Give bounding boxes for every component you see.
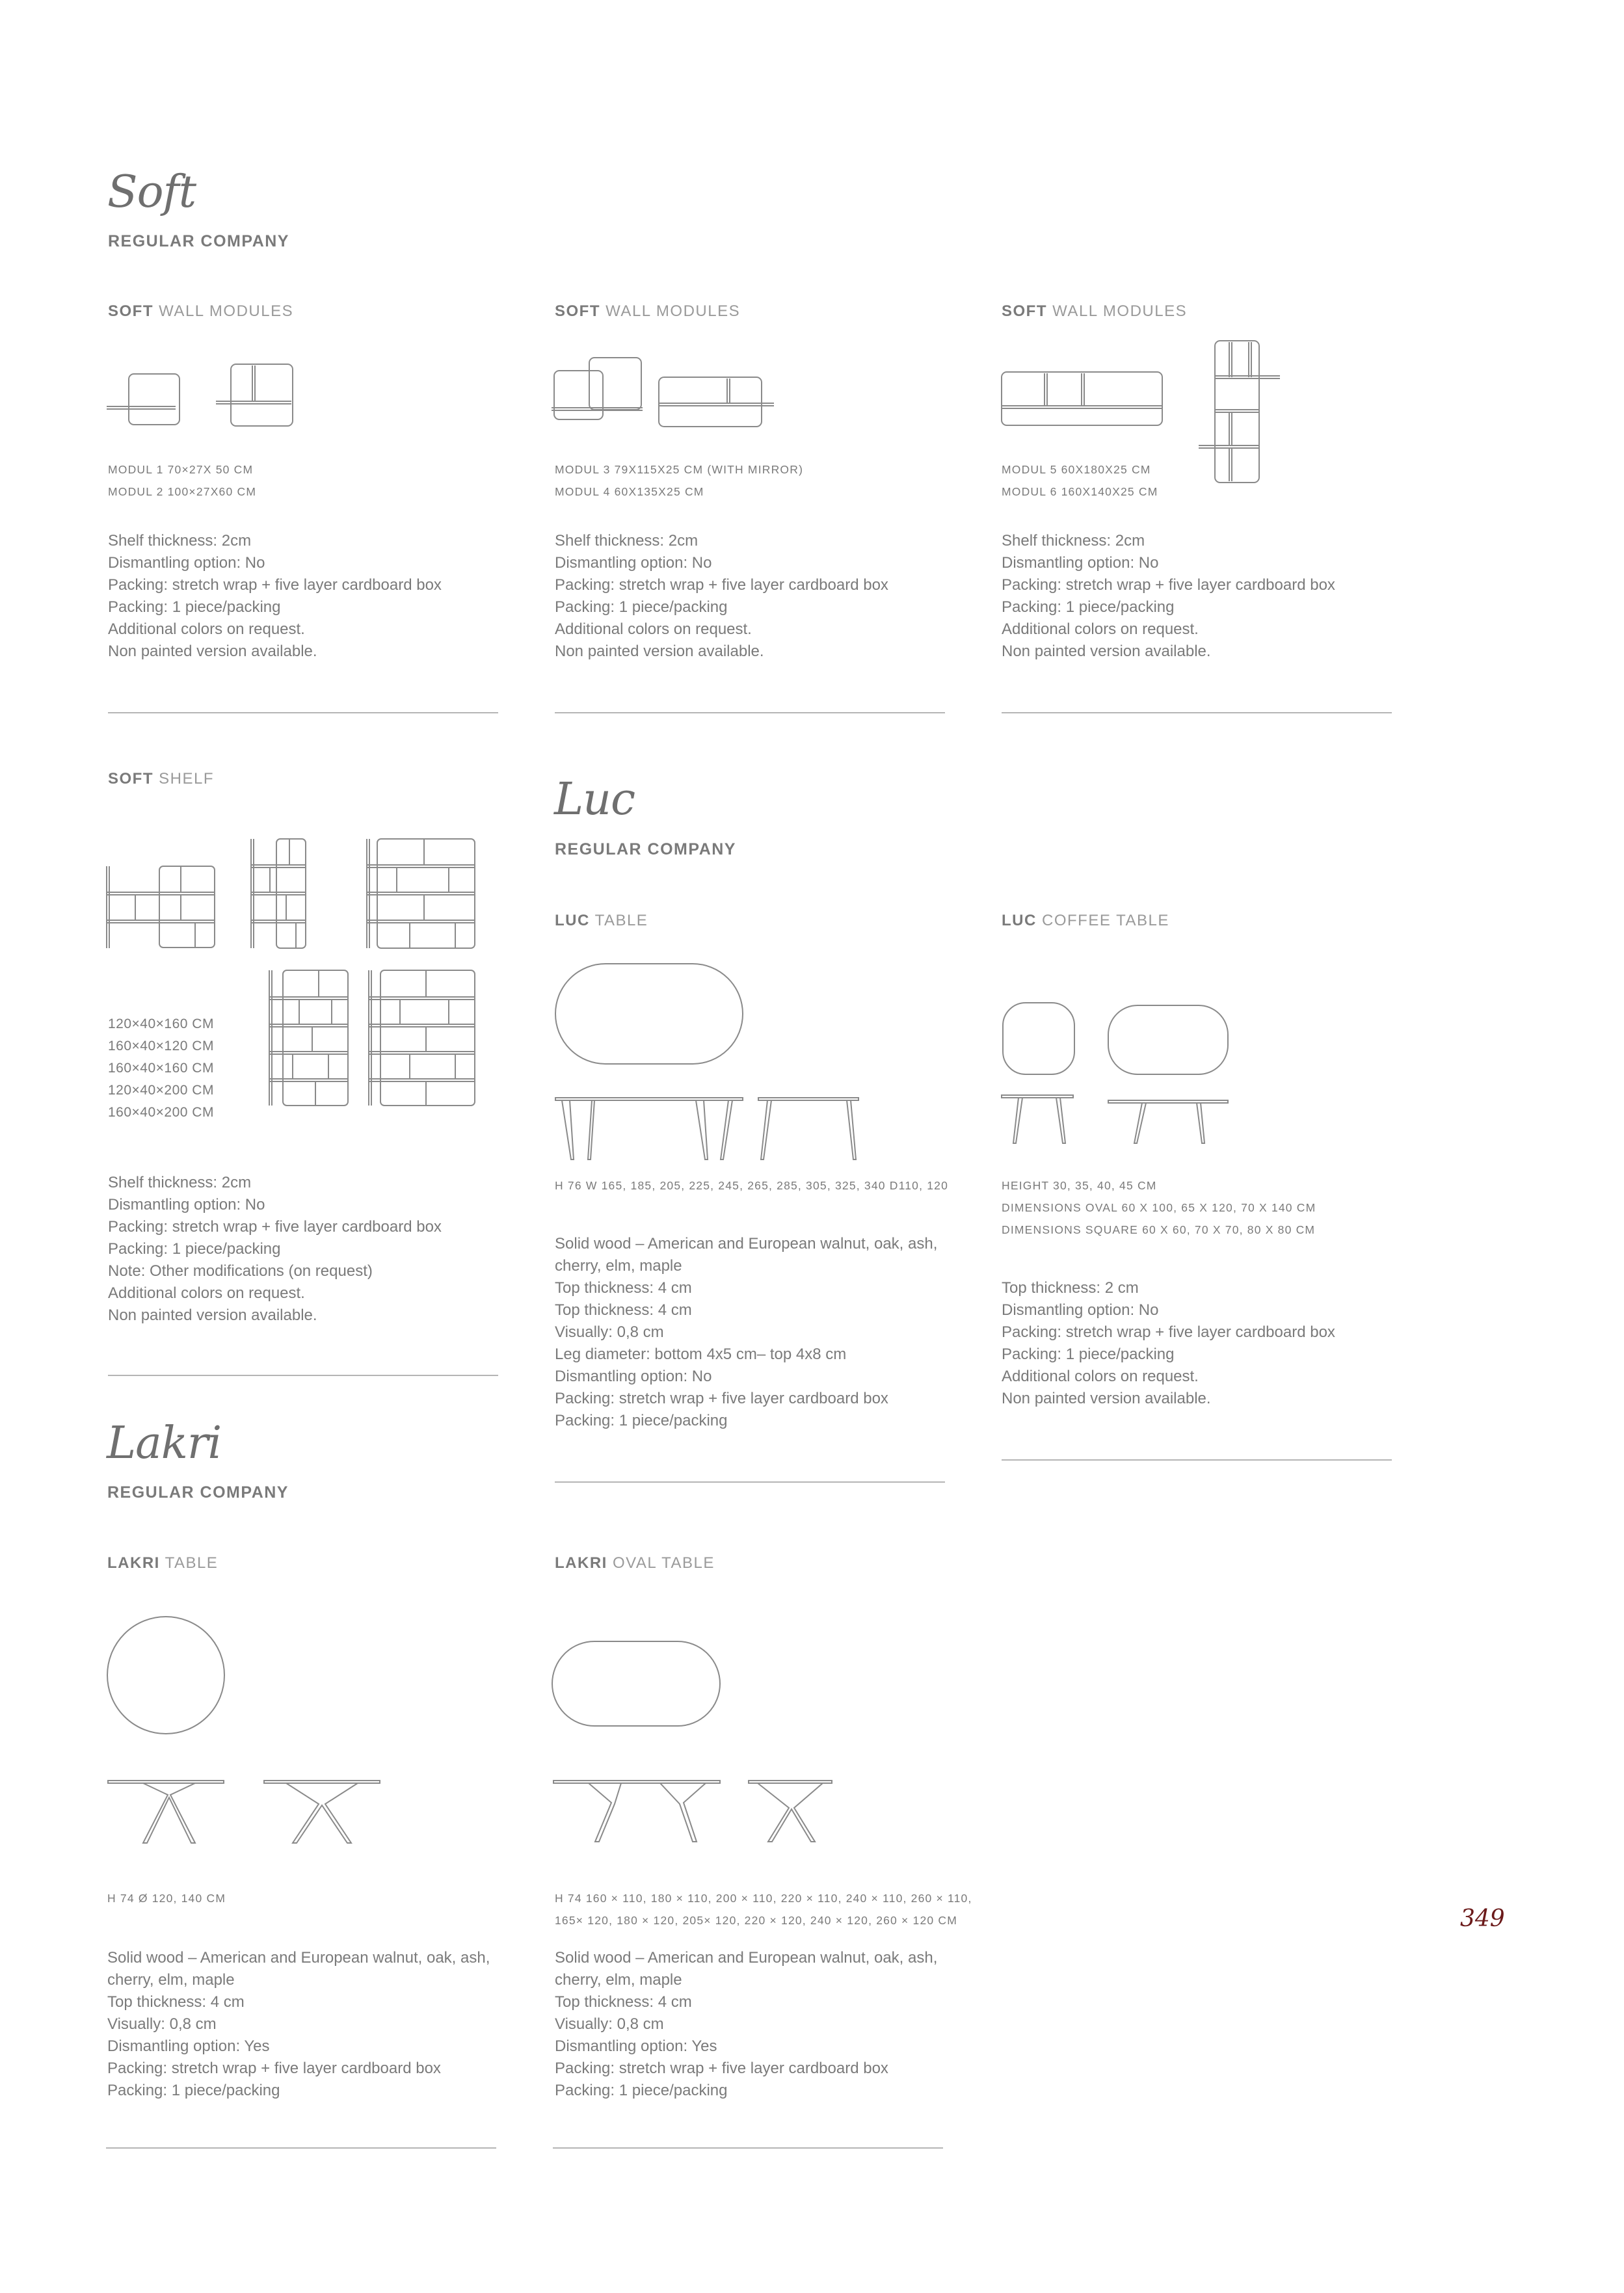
desc-line: Packing: stretch wrap + five layer cardboard box bbox=[108, 576, 442, 594]
desc-line: Leg diameter: bottom 4x5 cm– top 4x8 cm bbox=[555, 1345, 847, 1363]
desc-line: Additional colors on request. bbox=[1002, 1368, 1199, 1385]
product-title-rest: WALL MODULES bbox=[606, 302, 741, 320]
size-line: 160×40×160 CM bbox=[108, 1061, 214, 1076]
lakri-oval-table-drawing bbox=[550, 1639, 842, 1847]
section-divider bbox=[106, 2147, 496, 2149]
specs-soft-wall-a bbox=[108, 458, 256, 503]
desc-line: Additional colors on request. bbox=[108, 1284, 305, 1302]
desc-line: Packing: stretch wrap + five layer cardboard box bbox=[1002, 1323, 1335, 1341]
size-line: 160×40×200 CM bbox=[108, 1105, 214, 1120]
luc-table-drawing bbox=[553, 961, 865, 1163]
product-title-bold: SOFT bbox=[555, 302, 600, 320]
desc-line: Top thickness: 4 cm bbox=[555, 1301, 692, 1319]
product-title-rest: COFFEE TABLE bbox=[1042, 912, 1169, 929]
spec-line: MODUL 6 160X140X25 CM bbox=[1002, 485, 1158, 498]
page-number: 349 bbox=[1460, 1905, 1505, 1932]
desc-line: Shelf thickness: 2cm bbox=[555, 532, 699, 550]
product-title-luc-table bbox=[555, 912, 648, 930]
description-luc-table bbox=[555, 1233, 937, 1432]
spec-line: DIMENSIONS SQUARE 60 X 60, 70 X 70, 80 X 80 CM bbox=[1002, 1223, 1316, 1236]
product-title-bold: SOFT bbox=[1002, 302, 1047, 320]
product-title-bold: LUC bbox=[555, 912, 590, 929]
desc-line: Additional colors on request. bbox=[1002, 620, 1199, 638]
product-title-soft-wall-c bbox=[1002, 302, 1187, 321]
product-title-rest: WALL MODULES bbox=[159, 302, 294, 320]
section-divider bbox=[553, 2147, 943, 2149]
desc-line: Non painted version available. bbox=[1002, 643, 1211, 660]
spec-line: H 74 160 × 110, 180 × 110, 200 × 110, 220 × 110, 240 × 110, 260 × 110, bbox=[555, 1892, 972, 1905]
product-title-bold: LAKRI bbox=[107, 1554, 160, 1572]
desc-line: Packing: 1 piece/packing bbox=[1002, 1345, 1175, 1363]
product-title-bold: LUC bbox=[1002, 912, 1037, 929]
desc-line: Packing: stretch wrap + five layer cardboard box bbox=[1002, 576, 1335, 594]
product-title-rest: SHELF bbox=[159, 770, 215, 788]
desc-line: Dismantling option: No bbox=[108, 1196, 265, 1213]
desc-line: Solid wood – American and European walnut, oak, ash, bbox=[555, 1949, 938, 1967]
size-line: 160×40×120 CM bbox=[108, 1039, 214, 1054]
desc-line: Top thickness: 4 cm bbox=[555, 1993, 692, 2011]
spec-line: H 74 Ø 120, 140 CM bbox=[107, 1892, 226, 1905]
desc-line: Packing: stretch wrap + five layer cardboard box bbox=[555, 1390, 888, 1407]
product-title-lakri-oval-table bbox=[555, 1554, 715, 1572]
product-title-bold: SOFT bbox=[108, 770, 153, 788]
desc-line: Dismantling option: No bbox=[1002, 1301, 1159, 1319]
description-soft-wall-a bbox=[108, 530, 442, 663]
spec-line: MODUL 1 70×27X 50 CM bbox=[108, 463, 254, 476]
spec-line: MODUL 5 60X180X25 CM bbox=[1002, 463, 1151, 476]
desc-line: Packing: 1 piece/packing bbox=[108, 1240, 281, 1258]
desc-line: Shelf thickness: 2cm bbox=[108, 532, 252, 550]
desc-line: Packing: 1 piece/packing bbox=[555, 2082, 728, 2099]
product-title-rest: WALL MODULES bbox=[1052, 302, 1188, 320]
desc-line: Non painted version available. bbox=[108, 1306, 317, 1324]
product-title-bold: SOFT bbox=[108, 302, 153, 320]
desc-line: Visually: 0,8 cm bbox=[555, 1323, 664, 1341]
section-divider bbox=[108, 712, 498, 713]
lakri-table-drawing bbox=[104, 1615, 384, 1849]
desc-line: Note: Other modifications (on request) bbox=[108, 1262, 373, 1280]
soft-wall-module-3-4-drawing bbox=[553, 354, 777, 429]
desc-line: Visually: 0,8 cm bbox=[555, 2015, 664, 2033]
product-title-soft-shelf bbox=[108, 770, 214, 788]
desc-line: Non painted version available. bbox=[108, 643, 317, 660]
desc-line: Dismantling option: No bbox=[555, 1368, 712, 1385]
description-soft-wall-b bbox=[555, 530, 888, 663]
sizes-soft-shelf bbox=[108, 1013, 214, 1124]
desc-line: Solid wood – American and European walnut, oak, ash, bbox=[107, 1949, 490, 1967]
section-divider bbox=[108, 1375, 498, 1376]
spec-line: 165× 120, 180 × 120, 205× 120, 220 × 120, 240 × 120, 260 × 120 CM bbox=[555, 1914, 958, 1927]
desc-line: Packing: 1 piece/packing bbox=[555, 598, 728, 616]
description-lakri-oval-table bbox=[555, 1947, 937, 2102]
desc-line: Top thickness: 4 cm bbox=[107, 1993, 245, 2011]
luc-coffee-table-drawing bbox=[1000, 1000, 1234, 1146]
product-title-rest: TABLE bbox=[165, 1554, 219, 1572]
desc-line: Visually: 0,8 cm bbox=[107, 2015, 217, 2033]
specs-soft-wall-b bbox=[555, 458, 803, 503]
brand-title-lakri: Lakri bbox=[107, 1418, 222, 1469]
spec-line: MODUL 4 60X135X25 CM bbox=[555, 485, 704, 498]
product-title-rest: TABLE bbox=[594, 912, 648, 929]
description-luc-coffee-table bbox=[1002, 1277, 1335, 1410]
desc-line: Packing: stretch wrap + five layer cardboard box bbox=[555, 576, 888, 594]
desc-line: Dismantling option: No bbox=[108, 554, 265, 572]
desc-line: Shelf thickness: 2cm bbox=[1002, 532, 1145, 550]
desc-line: Packing: 1 piece/packing bbox=[107, 2082, 280, 2099]
product-title-soft-wall-b bbox=[555, 302, 740, 321]
description-lakri-table bbox=[107, 1947, 490, 2102]
desc-line: Packing: stretch wrap + five layer cardboard box bbox=[108, 1218, 442, 1236]
desc-line: Top thickness: 2 cm bbox=[1002, 1279, 1139, 1297]
description-soft-shelf bbox=[108, 1172, 442, 1327]
company-label-lakri: REGULAR COMPANY bbox=[107, 1483, 289, 1502]
desc-line: Packing: 1 piece/packing bbox=[555, 1412, 728, 1429]
desc-line: Solid wood – American and European walnut, oak, ash, bbox=[555, 1235, 938, 1253]
product-title-luc-coffee-table bbox=[1002, 912, 1169, 930]
specs-lakri-oval-table bbox=[555, 1887, 972, 1931]
section-divider bbox=[1002, 712, 1392, 713]
desc-line: Additional colors on request. bbox=[108, 620, 305, 638]
product-title-rest: OVAL TABLE bbox=[613, 1554, 715, 1572]
desc-line: cherry, elm, maple bbox=[555, 1971, 682, 1989]
desc-line: Dismantling option: No bbox=[1002, 554, 1159, 572]
product-title-soft-wall-a bbox=[108, 302, 293, 321]
desc-line: Packing: stretch wrap + five layer cardboard box bbox=[555, 2060, 888, 2077]
specs-luc-coffee-table bbox=[1002, 1174, 1316, 1241]
soft-wall-module-1-2-drawing bbox=[104, 354, 306, 429]
desc-line: Dismantling option: Yes bbox=[107, 2037, 270, 2055]
desc-line: Packing: stretch wrap + five layer cardboard box bbox=[107, 2060, 441, 2077]
product-title-bold: LAKRI bbox=[555, 1554, 607, 1572]
spec-line: MODUL 3 79X115X25 CM (WITH MIRROR) bbox=[555, 463, 804, 476]
company-label-soft: REGULAR COMPANY bbox=[108, 232, 289, 250]
size-line: 120×40×160 CM bbox=[108, 1016, 214, 1031]
desc-line: Non painted version available. bbox=[555, 643, 764, 660]
desc-line: cherry, elm, maple bbox=[555, 1257, 682, 1275]
desc-line: Shelf thickness: 2cm bbox=[108, 1174, 252, 1191]
desc-line: cherry, elm, maple bbox=[107, 1971, 235, 1989]
spec-line: DIMENSIONS OVAL 60 X 100, 65 X 120, 70 X 140 CM bbox=[1002, 1201, 1316, 1214]
specs-luc-table bbox=[555, 1174, 948, 1197]
brand-title-soft: Soft bbox=[107, 166, 196, 218]
size-line: 120×40×200 CM bbox=[108, 1083, 214, 1098]
product-title-lakri-table bbox=[107, 1554, 218, 1572]
desc-line: Non painted version available. bbox=[1002, 1390, 1211, 1407]
spec-line: H 76 W 165, 185, 205, 225, 245, 265, 285, 305, 325, 340 D110, 120 bbox=[555, 1179, 949, 1192]
section-divider bbox=[555, 1481, 945, 1483]
specs-lakri-table bbox=[107, 1887, 226, 1909]
section-divider bbox=[555, 712, 945, 713]
specs-soft-wall-c bbox=[1002, 458, 1158, 503]
brand-title-luc: Luc bbox=[554, 774, 635, 825]
desc-line: Top thickness: 4 cm bbox=[555, 1279, 692, 1297]
spec-line: MODUL 2 100×27X60 CM bbox=[108, 485, 257, 498]
description-soft-wall-c bbox=[1002, 530, 1335, 663]
spec-line: HEIGHT 30, 35, 40, 45 CM bbox=[1002, 1179, 1157, 1192]
section-divider bbox=[1002, 1459, 1392, 1461]
desc-line: Dismantling option: Yes bbox=[555, 2037, 717, 2055]
desc-line: Packing: 1 piece/packing bbox=[108, 598, 281, 616]
desc-line: Dismantling option: No bbox=[555, 554, 712, 572]
desc-line: Additional colors on request. bbox=[555, 620, 752, 638]
desc-line: Packing: 1 piece/packing bbox=[1002, 598, 1175, 616]
company-label-luc: REGULAR COMPANY bbox=[555, 840, 736, 858]
